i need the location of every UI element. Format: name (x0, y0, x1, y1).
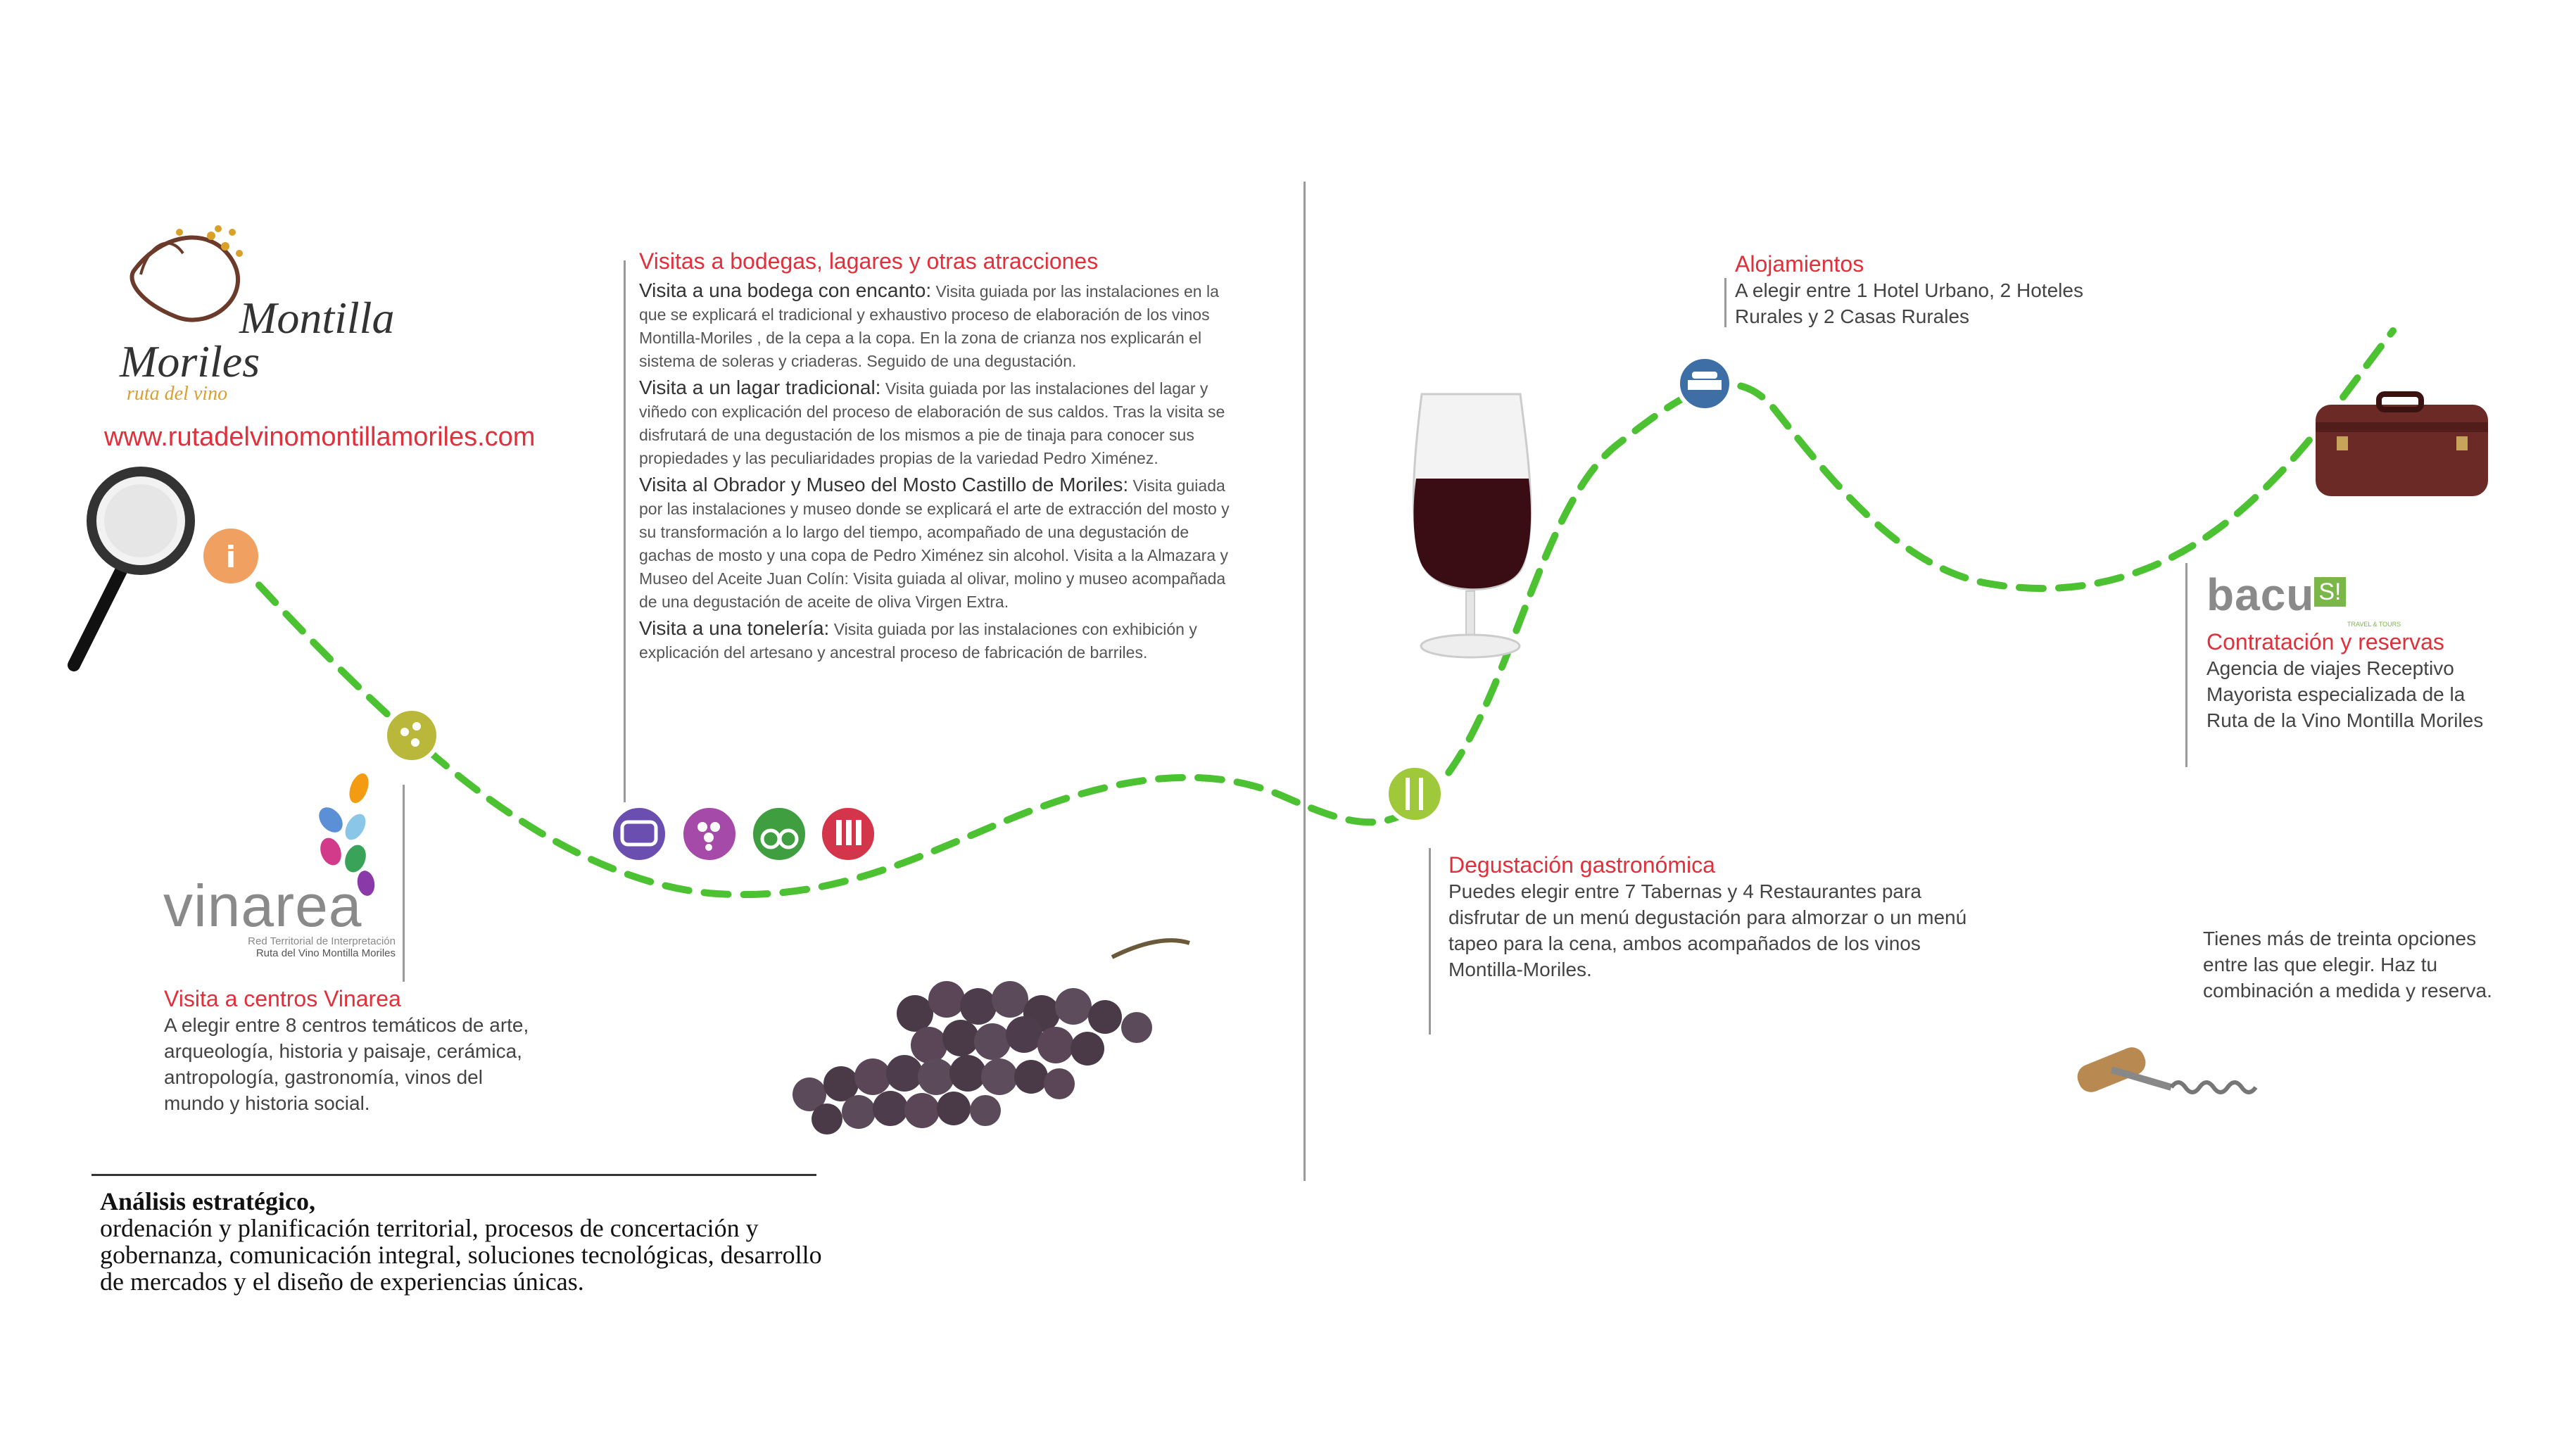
alojamientos-divider (1724, 278, 1726, 327)
bike-icon (751, 806, 807, 862)
vinarea-title: Visita a centros Vinarea (164, 986, 401, 1011)
degustacion-divider (1429, 848, 1431, 1035)
bodegas-item-4: Visita a una tonelería: Visita guiada por las instalaciones con exhibición y explicación del artesano y ancestral proceso de fabricación de barriles. (639, 617, 1197, 662)
grape-icon (681, 806, 738, 862)
alojamientos-section (1735, 251, 2101, 329)
olive-icon (385, 709, 438, 762)
suitcase-icon (2316, 394, 2488, 496)
analysis-title: Análisis estratégico, (100, 1187, 315, 1215)
bodegas-item-3: Visita al Obrador y Museo del Mosto Castillo de Moriles: Visita guiada por las instalaciones y museo donde se explicará el arte de extracción del mosto y su transformación a lo largo del tiempo, acompañado de una degustación de gachas de mosto y una copa de Pedro Ximénez sin alcohol. Visita a la Almazara y Museo del Aceite Juan Colín: Visita guiada al olivar, molino y museo acompañada de una degustación de aceite de oliva Virgen Extra. (639, 474, 1230, 611)
magnifier-icon (74, 472, 190, 665)
vinarea-divider (403, 785, 405, 982)
vinarea-sub1: Red Territorial de Interpretación (248, 935, 396, 947)
info-glyph: i (225, 540, 236, 574)
alojamientos-text: A elegir entre 1 Hotel Urbano, 2 Hoteles Rurales y 2 Casas Rurales (1735, 279, 2083, 327)
bodegas-item-1: Visita a una bodega con encanto: Visita guiada por las instalaciones en la que se explicará el tradicional y exhaustivo proceso de elaboración de los vinos Montilla-Moriles , de la cepa a la copa. En la zona de crianza nos explicarán el sistema de soleras y criaderas. Seguido de una degustación. (639, 279, 1219, 370)
bacus-wordmark: bacu (2206, 569, 2315, 620)
analysis-text: ordenación y planificación territorial, procesos de concertación y gobernanza, comunicación integral, soluciones tecnológicas, desarrollo de mercados y el diseño de experiencias únicas. (100, 1214, 822, 1296)
analysis-rule (91, 1174, 816, 1176)
contratacion-text: Agencia de viajes Receptivo Mayorista especializada de la Ruta de la Vino Montilla Moriles (2206, 657, 2484, 731)
vinarea-logo (163, 873, 396, 959)
corkscrew-icon (2073, 1044, 2256, 1096)
bus-icon (611, 806, 667, 862)
center-divider (1303, 182, 1306, 1181)
bacus-logo (2206, 569, 2502, 628)
analysis-section (100, 1188, 832, 1295)
vinarea-text: A elegir entre 8 centros temáticos de arte, arqueología, historia y paisaje, cerámica, antropología, gastronomía, vinos del mundo y historia social. (164, 1014, 529, 1114)
hotel-icon (1678, 357, 1731, 410)
logo-tagline: ruta del vino (127, 383, 228, 405)
website-link[interactable]: www.rutadelvinomontillamoriles.com (104, 422, 536, 452)
logo-line2: Moriles (120, 336, 260, 386)
bottles-icon (820, 806, 876, 862)
degustacion-text: Puedes elegir entre 7 Tabernas y 4 Restaurantes para disfrutar de un menú degustación para almorzar o un menú tapeo para la cena, ambos acompañados de los vinos Montilla-Moriles. (1448, 880, 1967, 980)
degustacion-title: Degustación gastronómica (1448, 852, 1715, 878)
info-icon (201, 526, 260, 586)
contratacion-divider (2185, 563, 2187, 767)
bacus-sub: TRAVEL & TOURS (2347, 621, 2401, 628)
fork-knife-icon (1387, 766, 1443, 822)
vinarea-sub2: Ruta del Vino Montilla Moriles (255, 947, 396, 959)
bodegas-divider (624, 260, 626, 802)
wine-glass-icon (1413, 394, 1531, 657)
opciones-text: Tienes más de treinta opciones entre las que elegir. Haz tu combinación a medida y reserva. (2203, 928, 2492, 1001)
degustacion-section (1448, 852, 1990, 982)
vinarea-wordmark: vinarea (163, 873, 362, 939)
opciones-section (2203, 925, 2499, 1004)
bodegas-section (639, 248, 1244, 664)
vinarea-section (164, 985, 530, 1116)
bodegas-title: Visitas a bodegas, lagares y otras atracciones (639, 248, 1099, 274)
contratacion-section (2206, 628, 2509, 733)
montilla-logo (120, 293, 415, 405)
logo-line1: Montilla (239, 293, 395, 343)
bacus-badge: S! (2314, 577, 2345, 607)
grapes-icon (793, 940, 1189, 1134)
alojamientos-title: Alojamientos (1735, 251, 1864, 277)
contratacion-title: Contratación y reservas (2206, 629, 2444, 655)
bodegas-item-2: Visita a un lagar tradicional: Visita guiada por las instalaciones del lagar y viñedo con explicación del proceso de elaboración de sus caldos. Tras la visita se disfrutará de una degustación de los mismos a pie de tinaja para conocer sus propiedades y las peculiaridades propias de la variedad Pedro Ximénez. (639, 377, 1225, 467)
route-path (232, 331, 2393, 894)
